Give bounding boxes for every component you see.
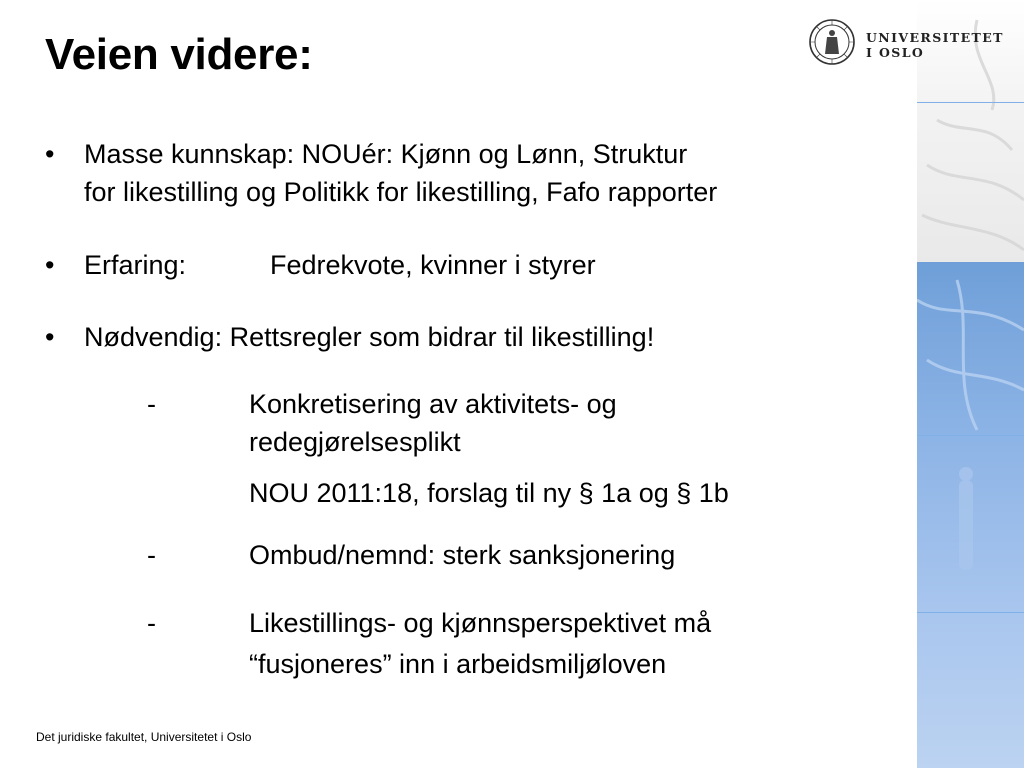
subitem-3-line-2: “fusjoneres” inn i arbeidsmiljøloven (249, 649, 667, 679)
university-seal-icon (808, 18, 856, 66)
subitem-2-line-1: Ombud/nemnd: sterk sanksjonering (249, 540, 676, 570)
subitem-1-line-1: Konkretisering av aktivitets- og (249, 389, 617, 419)
bullet-3-line-1: Nødvendig: Rettsregler som bidrar til likestilling! (84, 322, 655, 352)
subitem-marker-2: - (147, 540, 156, 570)
logo-line-2: I OSLO (866, 45, 925, 60)
university-logo (808, 18, 1004, 68)
bullet-2-label: Erfaring: (84, 250, 187, 280)
strip-line-2 (917, 435, 1024, 436)
bullet-1-line-1: Masse kunnskap: NOUér: Kjønn og Lønn, Struktur (84, 139, 688, 169)
strip-line-3 (917, 612, 1024, 613)
subitem-1-line-2: redegjørelsesplikt (249, 427, 461, 457)
strip-line-1 (917, 102, 1024, 103)
subitem-3-line-1: Likestillings- og kjønnsperspektivet må (249, 608, 712, 638)
slide-title: Veien videre: (45, 30, 313, 79)
decorative-statue-art (917, 0, 1024, 768)
bullet-1-line-2: for likestilling og Politikk for likestilling, Fafo rapporter (84, 177, 718, 207)
bullet-marker-1: • (45, 139, 55, 169)
bullet-marker-2: • (45, 250, 55, 280)
bullet-2-value: Fedrekvote, kvinner i styrer (270, 250, 596, 280)
bullet-marker-3: • (45, 322, 55, 352)
subitem-1-extra: NOU 2011:18, forslag til ny § 1a og § 1b (249, 478, 729, 508)
logo-line-1: UNIVERSITETET (866, 30, 1004, 45)
subitem-marker-1: - (147, 389, 156, 419)
subitem-marker-3: - (147, 608, 156, 638)
footer-text: Det juridiske fakultet, Universitetet i Oslo (36, 730, 252, 744)
